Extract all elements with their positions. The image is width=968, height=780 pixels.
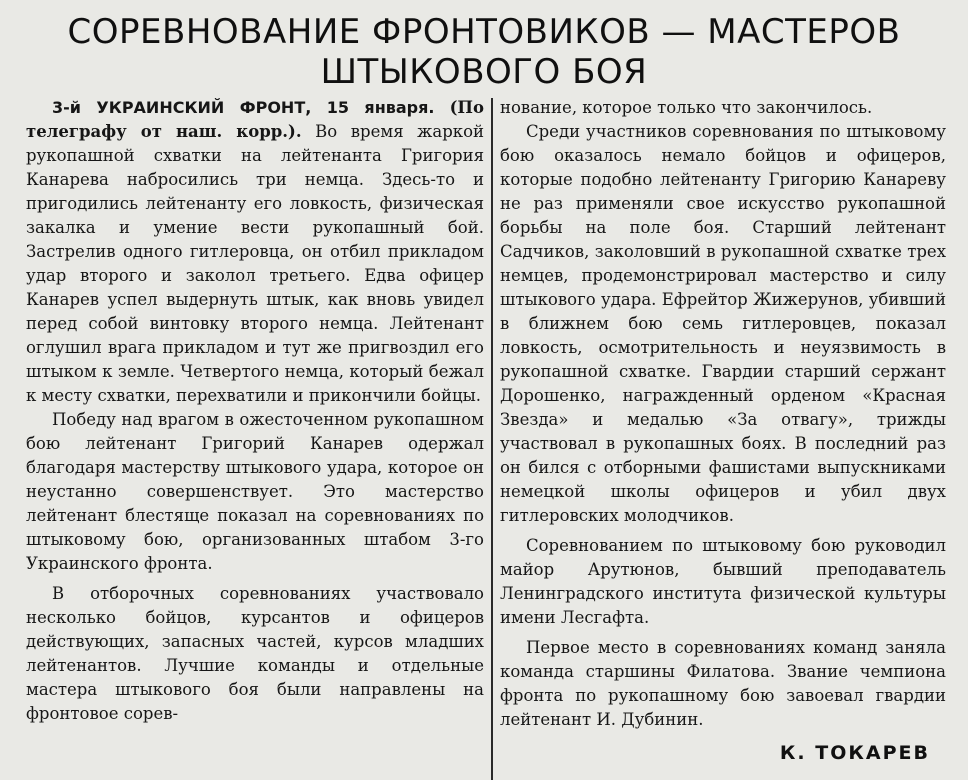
right-column [500, 96, 946, 732]
headline-line-1: СОРЕВНОВАНИЕ ФРОНТОВИКОВ — МАСТЕРОВ [67, 12, 901, 52]
right-paragraph-continuation: нование, которое только что закончилось. [500, 98, 873, 117]
left-column [26, 96, 484, 726]
left-paragraph-2: Победу над врагом в ожесточенном рукопашном бою лейтенант Григорий Канарев одержал благодаря мастерству штыкового удара, которое он неустанно совершенствует. Это мастерство лейтенант блестяще показал на соревнованиях по штыковому бою, организованных штабом 3-го Украинского фронта. [26, 410, 484, 573]
left-paragraph-3: В отборочных соревнованиях участвовало несколько бойцов, курсантов и офицеров действующих, запасных частей, курсов младших лейтенантов. Лучшие команды и отдельные мастера штыкового боя были направлены на фронтовое сорев- [26, 584, 484, 723]
right-paragraph-4: Первое место в соревнованиях команд заняла команда старшины Филатова. Звание чемпиона фронта по рукопашному бою завоевал гвардии лейтенант И. Дубинин. [500, 638, 946, 729]
dateline: 3-й УКРАИНСКИЙ ФРОНТ, 15 января. [52, 98, 435, 117]
right-paragraph-2: Среди участников соревнования по штыковому бою оказалось немало бойцов и офицеров, которые подобно лейтенанту Григорию Канареву не раз применяли свое искусство рукопашной борьбы на поле боя. Старший лейтенант Садчиков, заколовший в рукопашной схватке трех немцев, продемонстрировал мастерство и силу штыкового удара. Ефрейтор Жижерунов, убивший в ближнем бою семь гитлеровцев, показал ловкость, осмотрительность и неуязвимость в рукопашной схватке. Гвардии старший сержант Дорошенко, награжденный орденом «Красная Звезда» и медалью «За отвагу», трижды участвовал в рукопашных боях. В последний раз он бился с отборными фашистами выпускниками немецкой школы офицеров и убил двух гитлеровских молодчиков. [500, 122, 946, 525]
right-paragraph-3: Соревнованием по штыковому бою руководил майор Арутюнов, бывший преподаватель Ленинградского института физической культуры имени Лесгафта. [500, 536, 946, 627]
headline-line-2: ШТЫКОВОГО БОЯ [320, 52, 648, 92]
source-note: (По телеграфу от наш. корр.). [26, 98, 484, 141]
left-paragraph-1 [26, 96, 484, 408]
author-signature: К. ТОКАРЕВ [779, 742, 930, 764]
column-divider [491, 98, 493, 780]
left-paragraph-1-text: Во время жаркой рукопашной схватки на лейтенанта Григория Канарева набросились три немца. Здесь-то и пригодились лейтенанту его ловкость, физическая закалка и умение вести рукопашный бой. Застрелив одного гитлеровца, он отбил прикладом удар второго и заколол третьего. Едва офицер Канарев успел выдернуть штык, как вновь увидел перед собой винтовку второго немца. Лейтенант оглушил врага прикладом и тут же пригвоздил его штыком к земле. Четвертого немца, который бежал к месту схватки, перехватили и прикончили бойцы. [26, 122, 484, 405]
